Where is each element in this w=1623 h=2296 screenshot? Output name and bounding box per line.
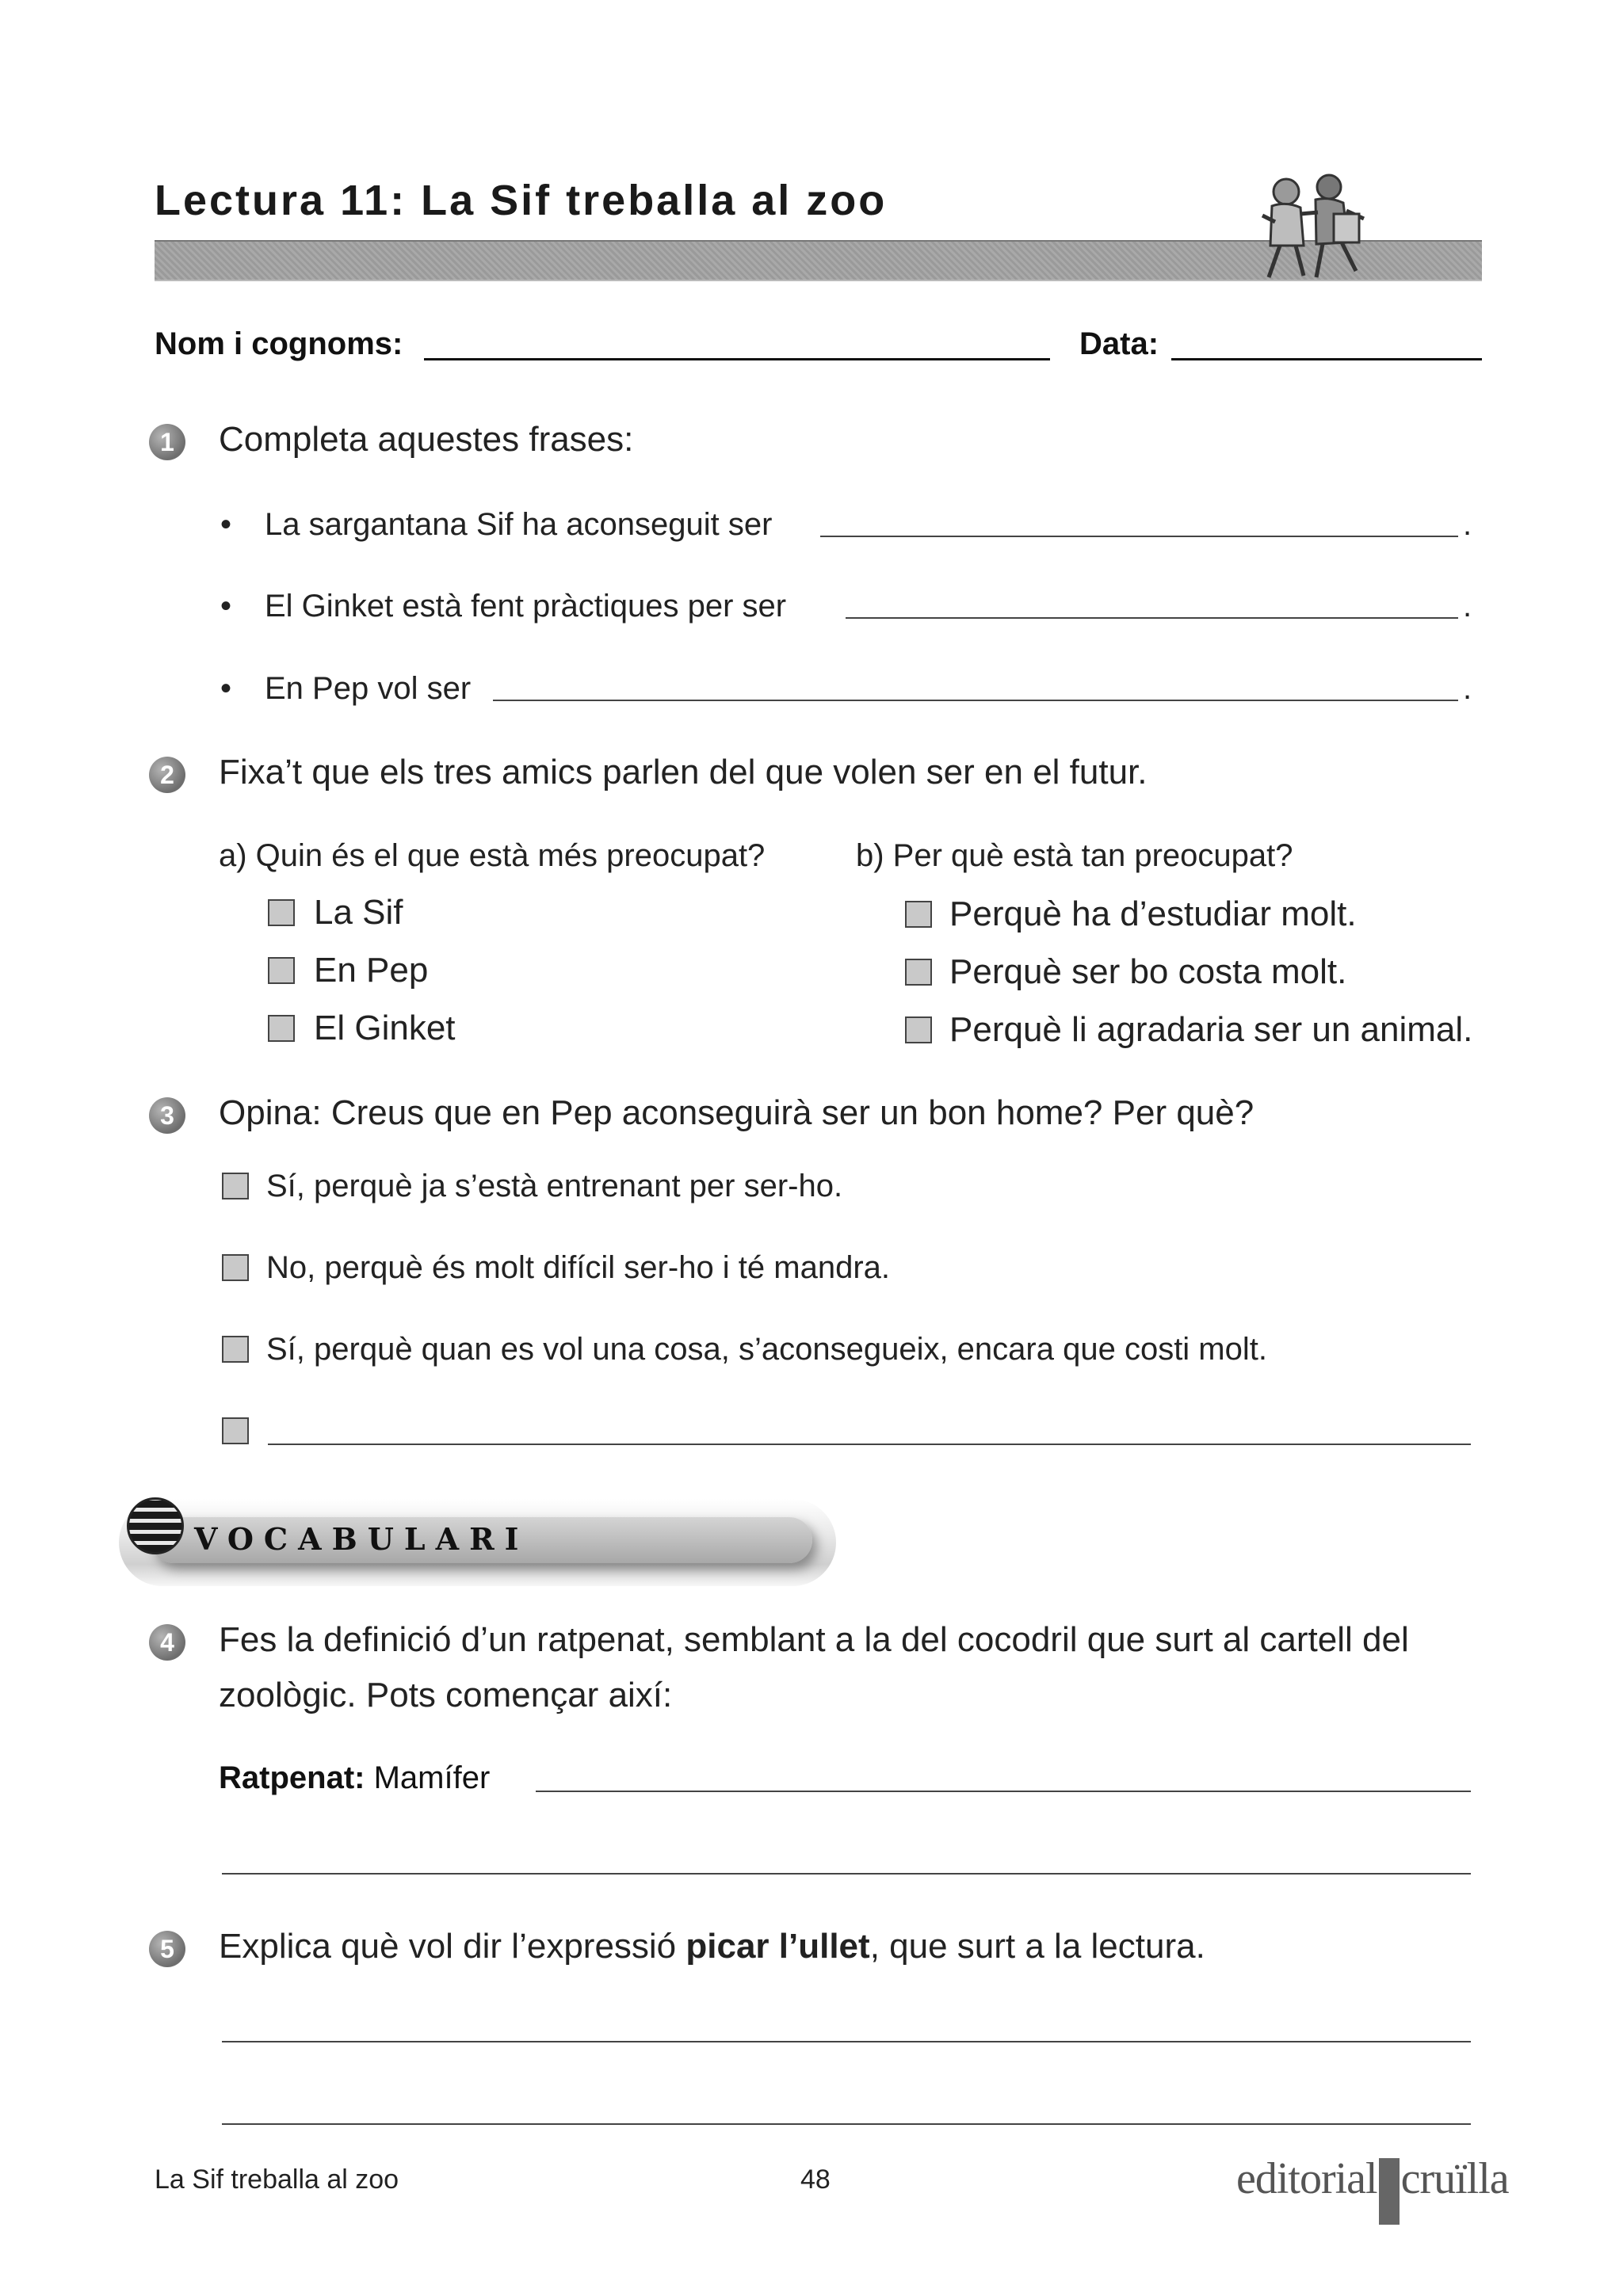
q5-prompt-bold: picar l’ullet <box>685 1927 870 1966</box>
bullet: • <box>220 507 232 542</box>
q1-item-3: En Pep vol ser <box>265 671 472 706</box>
checkbox[interactable] <box>222 1173 249 1199</box>
q5-prompt <box>219 1927 1205 1966</box>
checkbox[interactable] <box>222 1336 249 1363</box>
q5-prompt-before: Explica què vol dir l’expressió <box>219 1927 686 1966</box>
q2a-label: a) Quin és el que està més preocupat? <box>219 838 766 873</box>
q3-option-3: Sí, perquè quan es vol una cosa, s’aconsegueix, encara que costi molt. <box>266 1332 1267 1367</box>
q2a-option-3: El Ginket <box>314 1009 456 1047</box>
checkbox[interactable] <box>268 1015 295 1042</box>
q2-prompt: Fixa’t que els tres amics parlen del que volen ser en el futur. <box>219 753 1148 791</box>
q3-option-1: Sí, perquè ja s’està entrenant per ser-ho. <box>266 1169 843 1203</box>
period: . <box>1463 671 1472 706</box>
period: . <box>1463 589 1472 624</box>
q1-answer-line-1[interactable] <box>820 536 1458 537</box>
q4-term: Ratpenat: <box>219 1760 365 1795</box>
q2b-option-2: Perquè ser bo costa molt. <box>949 952 1347 991</box>
q1-answer-line-3[interactable] <box>493 700 1458 701</box>
footer-title: La Sif treballa al zoo <box>155 2164 399 2195</box>
period: . <box>1463 507 1472 542</box>
q4-prompt-line-2: zoològic. Pots començar així: <box>219 1676 673 1714</box>
q2a-option-2: En Pep <box>314 951 429 990</box>
q4-prompt-line-1: Fes la definició d’un ratpenat, semblant a la del cocodril que surt al cartell del <box>219 1620 1409 1659</box>
q5-answer-line-2[interactable] <box>222 2123 1471 2125</box>
kids-illustration <box>1240 166 1375 285</box>
q2b-label: b) Per què està tan preocupat? <box>856 838 1293 873</box>
name-field[interactable] <box>424 358 1050 360</box>
q2a-option-1: La Sif <box>314 893 403 932</box>
checkbox[interactable] <box>268 957 295 984</box>
page-number: 48 <box>800 2164 831 2195</box>
q2b-option-3: Perquè li agradaria ser un animal. <box>949 1010 1473 1049</box>
q3-prompt: Opina: Creus que en Pep aconseguirà ser un bon home? Per què? <box>219 1093 1254 1132</box>
vocab-icon <box>127 1497 184 1554</box>
checkbox[interactable] <box>222 1417 249 1444</box>
q2b-option-1: Perquè ha d’estudiar molt. <box>949 894 1357 933</box>
q3-other-answer-line[interactable] <box>268 1444 1471 1445</box>
checkbox[interactable] <box>222 1254 249 1281</box>
checkbox[interactable] <box>905 959 932 986</box>
q1-item-1: La sargantana Sif ha aconseguit ser <box>265 507 773 542</box>
checkbox[interactable] <box>268 899 295 926</box>
date-field[interactable] <box>1171 358 1482 360</box>
logo-bar <box>1379 2158 1400 2225</box>
question-number-2: 2 <box>149 757 185 793</box>
date-label: Data: <box>1079 326 1159 361</box>
q5-prompt-after: , que surt a la lectura. <box>869 1927 1205 1966</box>
q4-definition-start <box>219 1760 490 1796</box>
bullet: • <box>220 671 232 706</box>
bullet: • <box>220 589 232 624</box>
vocab-heading: VOCABULARI <box>194 1521 529 1557</box>
question-number-5: 5 <box>149 1931 185 1967</box>
publisher-name-a: editorial <box>1236 2154 1377 2203</box>
q1-prompt: Completa aquestes frases: <box>219 420 634 459</box>
q4-answer-line-1[interactable] <box>536 1791 1471 1792</box>
page-title: Lectura 11: La Sif treballa al zoo <box>155 177 888 224</box>
q5-answer-line-1[interactable] <box>222 2041 1471 2042</box>
name-label: Nom i cognoms: <box>155 326 403 361</box>
q3-option-2: No, perquè és molt difícil ser-ho i té mandra. <box>266 1250 891 1285</box>
question-number-1: 1 <box>149 424 185 460</box>
checkbox[interactable] <box>905 901 932 928</box>
checkbox[interactable] <box>905 1016 932 1043</box>
q1-answer-line-2[interactable] <box>846 617 1458 619</box>
publisher-logo <box>1236 2153 1509 2225</box>
q1-item-2: El Ginket està fent pràctiques per ser <box>265 589 787 624</box>
q4-start-word: Mamífer <box>373 1760 491 1795</box>
q4-answer-line-2[interactable] <box>222 1873 1471 1875</box>
publisher-name-b: cruïlla <box>1400 2154 1509 2203</box>
question-number-3: 3 <box>149 1097 185 1134</box>
question-number-4: 4 <box>149 1624 185 1661</box>
